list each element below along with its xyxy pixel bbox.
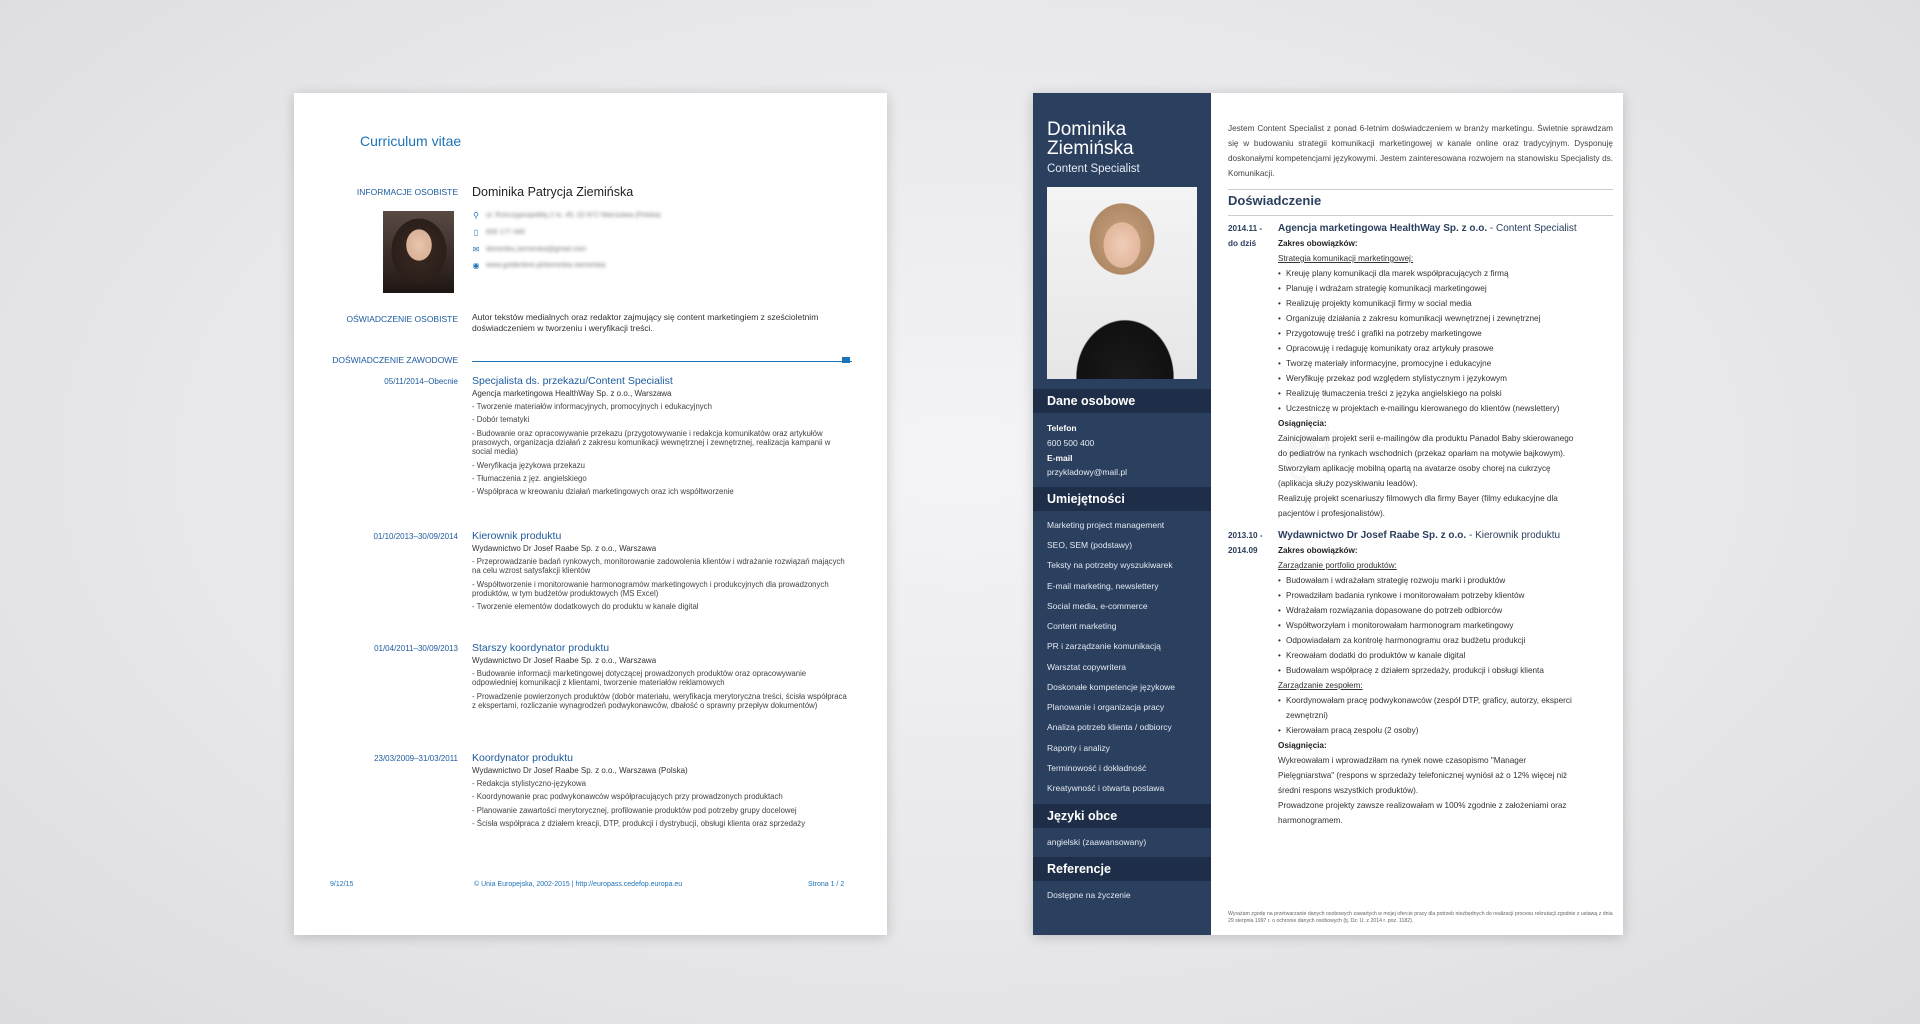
job-item: - Tworzenie materiałów informacyjnych, promocyjnych i edukacyjnych: [472, 402, 712, 411]
phone-value: 600 500 400: [1047, 438, 1095, 448]
achievement-line: Pielęgniarstwa" (respons w sprzedaży telefonicznej wyniósł aż o 12% więcej niż: [1278, 771, 1568, 780]
duty-item: • Odpowiadałam za kontrolę harmonogramu oraz budżetu produkcji: [1278, 633, 1618, 648]
last-name: Ziemińska: [1047, 138, 1134, 159]
job-date-start: 2013.10 -: [1228, 531, 1263, 540]
job-entry: [472, 642, 852, 714]
job-entry: [472, 530, 852, 616]
achievement-line: Stworzyłam aplikację mobilną opartą na avatarze osoby chorej na cukrzycę: [1278, 464, 1551, 473]
email-value[interactable]: przykladowy@mail.pl: [1047, 467, 1127, 477]
job-item: - Współpraca w kreowaniu działań marketingowych oraz ich współtworzenie: [472, 487, 734, 497]
skill-item: Raporty i analizy: [1047, 743, 1110, 753]
phone-icon: ▯: [473, 228, 479, 237]
footer-page-number: Strona 1 / 2: [808, 881, 845, 888]
job-company: Wydawnictwo Dr Josef Raabe Sp. z o.o., Warszawa (Polska): [472, 766, 688, 775]
references-text: Dostępne na życzenie: [1047, 890, 1131, 900]
job-item: - Planowanie zawartości merytorycznej, profilowanie produktów pod potrzeby grupy docelowej: [472, 805, 797, 815]
duty-item: • Realizuję projekty komunikacji firmy w social media: [1278, 296, 1618, 311]
job-role: Content Specialist: [1047, 163, 1140, 175]
job-date-start: 2014.11 -: [1228, 224, 1263, 233]
section-rule: [472, 361, 852, 362]
achievement-line: Prowadzone projekty zawsze realizowałam w 100% zgodnie z założeniami oraz: [1278, 801, 1567, 810]
section-label-statement: OŚWIADCZENIE OSOBISTE: [346, 314, 458, 324]
achievement-line: średni respons wszystkich produktów).: [1278, 786, 1419, 795]
experience-heading: Doświadczenie: [1228, 193, 1322, 208]
skill-item: Doskonałe kompetencje językowe: [1047, 682, 1176, 692]
duty-item: • Organizuję działania z zakresu komunikacji wewnętrznej i zewnętrznej: [1278, 311, 1618, 326]
duty-item: • Współtworzyłam i monitorowałam harmonogram marketingowy: [1278, 618, 1618, 633]
section-header-languages: Języki obce: [1033, 804, 1211, 828]
job-item: - Tłumaczenia z jęz. angielskiego: [472, 474, 587, 484]
job-company: Wydawnictwo Dr Josef Raabe Sp. z o.o.: [1278, 530, 1467, 541]
job-entry: [472, 375, 852, 501]
duty-item: • Weryfikuję przekaz pod względem stylistycznym i językowym: [1278, 371, 1618, 386]
job-date-end: 2014.09: [1228, 546, 1258, 555]
data-consent-clause: Wyrażam zgodę na przetwarzanie danych osobowych zawartych w mojej ofercie pracy dla potrzeb niezbędnych do realizacji procesu rekrutacji zgodnie z ustawą z dnia 29 sierpnia 1997 r. o ochronie danych osobowych (tj. Dz. U. z 2014 r. poz. 1182).: [1228, 911, 1613, 924]
job-item: - Współtworzenie i monitorowanie harmonogramów marketingowych i produkcyjnych dla prowadzonych produktów, w tym budżetów produktowych (MS Excel): [472, 579, 829, 599]
contact-email: [472, 245, 586, 254]
duty-item: • Kreowałam dodatki do produktów w kanale digital: [1278, 648, 1618, 663]
job-title: Koordynator produktu: [472, 752, 573, 764]
phone-label: Telefon: [1047, 423, 1077, 433]
duty-item: • Wdrażałam rozwiązania dopasowane do potrzeb odbiorców: [1278, 603, 1618, 618]
job-title: Specjalista ds. przekazu/Content Specialist: [472, 375, 673, 387]
job-title: Kierownik produktu: [472, 530, 562, 542]
duty-item: • Opracowuję i redaguję komunikaty oraz artykuły prasowe: [1278, 341, 1618, 356]
subsection-label: Strategia komunikacji marketingowej:: [1278, 254, 1414, 263]
footer-date: 9/12/15: [330, 881, 354, 888]
job-item: - Tworzenie elementów dodatkowych do produktu w kanale digital: [472, 602, 699, 612]
achievement-line: Zainicjowałam projekt serii e-mailingów dla produktu Panadol Baby skierowanego: [1278, 434, 1574, 443]
divider: [1228, 189, 1613, 190]
job-date: [1228, 221, 1262, 251]
skill-item: Terminowość i dokładność: [1047, 763, 1147, 773]
job-date-end: do dziś: [1228, 239, 1257, 248]
job-role: - Kierownik produktu: [1466, 530, 1561, 541]
europass-cv-page: [294, 93, 887, 935]
job-role: - Content Specialist: [1487, 223, 1577, 234]
skill-item: PR i zarządzanie komunikacją: [1047, 641, 1161, 651]
skill-item: Planowanie i organizacja pracy: [1047, 702, 1165, 712]
skill-item: E-mail marketing, newslettery: [1047, 581, 1159, 591]
skill-item: Kreatywność i otwarta postawa: [1047, 783, 1165, 793]
job-date: 01/04/2011–30/09/2013: [374, 644, 458, 653]
footer-copyright[interactable]: © Unia Europejska, 2002-2015 | http://europass.cedefop.europa.eu: [474, 881, 683, 888]
job-item: - Budowanie oraz opracowywanie przekazu (przygotowywanie i redakcja komunikatów oraz artykułów prasowych, organizacja działań z zakresu komunikacji wewnętrznej i zewnętrznej, realizacja kampanii w social media): [472, 428, 831, 457]
job-title: [1278, 528, 1618, 543]
job-date: 05/11/2014–Obecnie: [384, 377, 458, 386]
subsection-label: Zarządzanie zespołem:: [1278, 681, 1363, 690]
full-name: Dominika Patrycja Ziemińska: [472, 185, 634, 199]
duty-item-continued: zewnętrzni): [1286, 711, 1328, 720]
profile-photo: [1047, 187, 1197, 379]
job-company: Wydawnictwo Dr Josef Raabe Sp. z o.o., Warszawa: [472, 544, 657, 553]
duty-item: • Budowałam i wdrażałam strategię rozwoju marki i produktów: [1278, 573, 1618, 588]
contact-website-text: www.goldenline.pl/dominika-ziemińska: [486, 262, 606, 269]
section-label-experience: DOŚWIADCZENIE ZAWODOWE: [332, 355, 458, 365]
section-rule-marker: [842, 357, 850, 363]
location-icon: ⚲: [473, 211, 479, 220]
job-date: 01/10/2013–30/09/2014: [373, 532, 458, 541]
achievement-line: Realizuję projekt scenariuszy filmowych dla firmy Bayer (filmy edukacyjne dla: [1278, 494, 1558, 503]
contact-email-text: dominika.ziemińska@gmail.com: [486, 246, 587, 253]
intro-paragraph: Jestem Content Specialist z ponad 6-letnim doświadczeniem w branży marketingu. Świetnie sprawdzam się w budowaniu strategii komunikacji marketingowej w kanale online oraz tradycyjnym. Dysponuję doskonałymi kompetencjami językowymi. Jestem zainteresowana rozwojem na stanowisku Specjalisty ds. Komunikacji.: [1228, 124, 1613, 178]
duty-item: • Prowadziłam badania rynkowe i monitorowałam potrzeby klientów: [1278, 588, 1618, 603]
job-item: - Ścisła współpraca z działem kreacji, DTP, produkcji i dystrybucji, obsługi klienta oraz sprzedaży: [472, 819, 806, 829]
contact-address-text: ul. Rzeczypospolitej 2 m. 45, 02-972 Warszawa (Polska): [486, 212, 661, 219]
skill-item: Analiza potrzeb klienta / odbiorcy: [1047, 722, 1172, 732]
skill-item: Teksty na potrzeby wyszukiwarek: [1047, 560, 1173, 570]
email-icon: ✉: [472, 245, 480, 254]
job-entry: [1278, 528, 1618, 828]
section-label-personal: INFORMACJE OSOBISTE: [356, 187, 458, 197]
skill-item: Warsztat copywritera: [1047, 662, 1127, 672]
divider: [1228, 215, 1613, 216]
section-header-references: Referencje: [1033, 857, 1211, 881]
website-icon: ◉: [472, 261, 480, 270]
duty-item: • Planuję i wdrażam strategię komunikacji marketingowej: [1278, 281, 1618, 296]
duty-item: • Kierowałam pracą zespołu (2 osoby): [1278, 723, 1618, 738]
skill-item: Social media, e-commerce: [1047, 601, 1148, 611]
duty-item: • Budowałam współpracę z działem sprzedaży, produkcji i obsługi klienta: [1278, 663, 1618, 678]
duty-item: • Przygotowuję treść i grafiki na potrzeby marketingowe: [1278, 326, 1618, 341]
scope-label: Zakres obowiązków:: [1278, 546, 1358, 555]
job-item: - Prowadzenie powierzonych produktów (dobór materiału, weryfikacja merytoryczna treści, ścisła współpraca z ekspertami, rozliczanie wynagrodzeń podwykonawców, dbałość o sprawny przepływ dokumentów): [472, 691, 847, 711]
skill-item: Content marketing: [1047, 621, 1117, 631]
job-item: - Redakcja stylistyczno-językowa: [472, 779, 586, 788]
section-header-personal: Dane osobowe: [1033, 389, 1211, 413]
job-company: Agencja marketingowa HealthWay Sp. z o.o.: [1278, 223, 1488, 234]
duty-item: • Realizuję tłumaczenia treści z języka angielskiego na polski: [1278, 386, 1618, 401]
achievement-line: (aplikacja służy pozyskiwaniu leadów).: [1278, 479, 1418, 488]
duty-item: • Tworzę materiały informacyjne, promocyjne i edukacyjne: [1278, 356, 1618, 371]
skill-item: SEO, SEM (podstawy): [1047, 540, 1133, 550]
job-date: 23/03/2009–31/03/2011: [374, 754, 458, 763]
achievement-line: do pediatrów na rynkach wschodnich (przekaz oparłam na motywie bajkowym).: [1278, 449, 1566, 458]
achievement-line: Wykreowałam i wprowadziłam na rynek nowe czasopismo "Manager: [1278, 756, 1527, 765]
profile-photo: [383, 211, 454, 293]
modern-cv-page: [1033, 93, 1623, 935]
job-company: Agencja marketingowa HealthWay Sp. z o.o., Warszawa: [472, 389, 672, 398]
job-item: - Dobór tematyki: [472, 415, 530, 425]
scope-label: Zakres obowiązków:: [1278, 239, 1358, 248]
subsection-label: Zarządzanie portfolio produktów:: [1278, 561, 1397, 570]
job-company: Wydawnictwo Dr Josef Raabe Sp. z o.o., Warszawa: [472, 656, 657, 665]
email-label: E-mail: [1047, 453, 1073, 463]
duty-item: • Koordynowałam pracę podwykonawców (zespół DTP, graficy, autorzy, eksperci: [1278, 693, 1618, 708]
job-item: - Koordynowanie prac podwykonawców współpracujących przy prowadzonych produktach: [472, 792, 783, 802]
job-title: Starszy koordynator produktu: [472, 642, 610, 654]
achievements-label: Osiągnięcia:: [1278, 419, 1327, 428]
section-header-skills: Umiejętności: [1033, 487, 1211, 511]
language-item: angielski (zaawansowany): [1047, 837, 1147, 847]
contact-phone-text: 600 177 440: [486, 229, 525, 236]
job-item: - Przeprowadzanie badań rynkowych, monitorowanie zadowolenia klientów i wdrażanie rozwiązań mających na celu wzrost satysfakcji klientów: [472, 557, 845, 576]
cv-title: Curriculum vitae: [360, 133, 462, 149]
skill-item: Marketing project management: [1047, 520, 1165, 530]
contact-address: [472, 211, 661, 220]
job-date: [1228, 528, 1263, 558]
sidebar: [1033, 93, 1211, 935]
duty-item: • Kreuję plany komunikacji dla marek współpracujących z firmą: [1278, 266, 1618, 281]
job-entry: [472, 752, 852, 832]
contact-website: [472, 261, 605, 270]
job-title: [1278, 221, 1618, 236]
first-name: Dominika: [1047, 119, 1127, 140]
sidebar-name: [1047, 120, 1134, 158]
contact-phone: [472, 228, 525, 237]
job-item: - Weryfikacja językowa przekazu: [472, 460, 585, 470]
achievement-line: harmonogramem.: [1278, 816, 1343, 825]
job-entry: [1278, 221, 1618, 521]
personal-statement: Autor tekstów medialnych oraz redaktor zajmujący się content marketingiem z sześcioletnim doświadczeniem w tworzeniu i weryfikacji treści.: [472, 312, 819, 334]
duty-item: • Uczestniczę w projektach e-mailingu kierowanego do klientów (newslettery): [1278, 401, 1618, 416]
job-item: - Budowanie informacji marketingowej dotyczącej prowadzonych produktów oraz opracowywanie odpowiedniej komunikacji z klientami, tworzenie materiałów reklamowych: [472, 669, 807, 688]
achievements-label: Osiągnięcia:: [1278, 741, 1327, 750]
achievement-line: pacjentów i profesjonalistów).: [1278, 509, 1385, 518]
